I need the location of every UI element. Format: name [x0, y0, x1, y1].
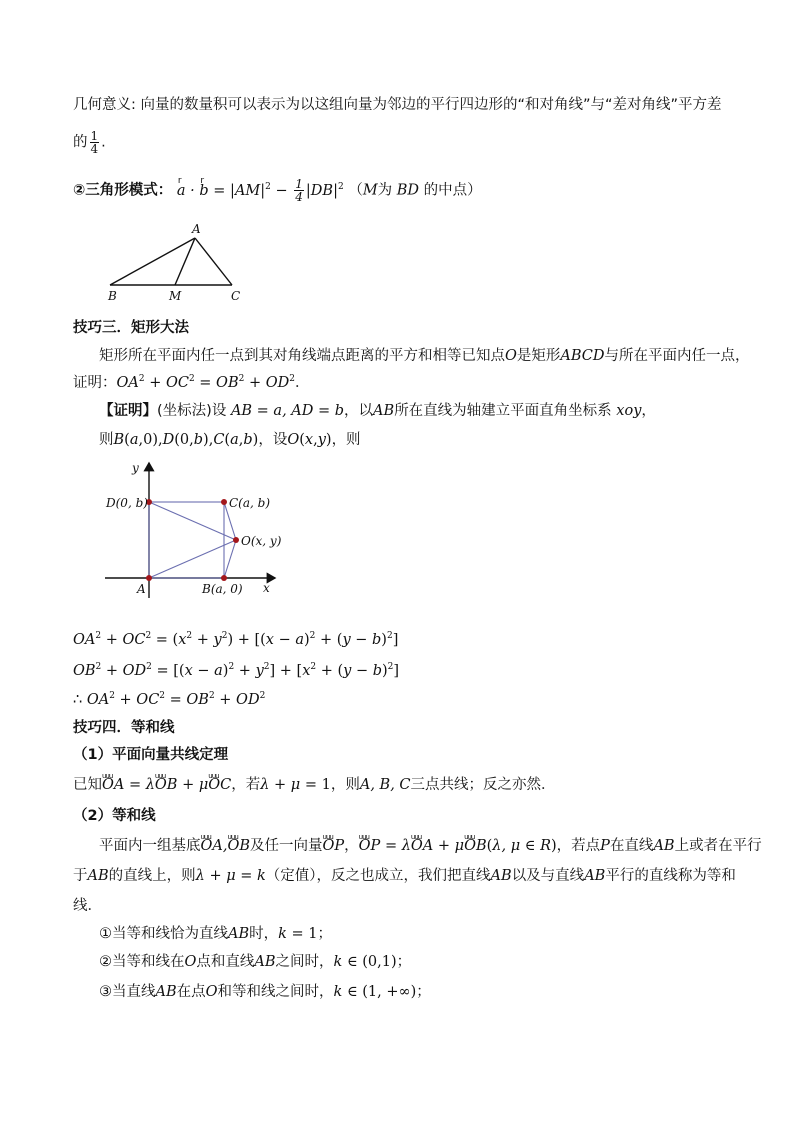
triangle-formula: r a · r $b = |AM|^2$ − $\frac{1}{4}$ $|DB|^2$	[177, 183, 344, 199]
label-M: M	[169, 289, 182, 303]
triangle-mode-line: ②三角形模式： r a · r $b = |AM|^2$ − $\frac{1}{4}$ $|DB|^2$ （M为 BD 的中点）	[73, 178, 482, 203]
point-B	[221, 575, 227, 581]
equation-1: $OA^2 + OC^2 = (x^2 + y^2) + [(x - a)^2 + (y - b)^2]$	[73, 631, 399, 648]
svg-text:y: y	[132, 461, 139, 475]
geometric-meaning-line-2: 的 $\frac{1}{4}$ .	[73, 129, 106, 156]
case-2: ②当等和线在O点和直线AB之间时，k ∈ (0,1)；	[99, 954, 412, 970]
svg-text:C(a, b): C(a, b)	[229, 496, 271, 510]
geometric-meaning-line: 几何意义: 向量的数量积可以表示为以这组向量为邻边的平行四边形的“和对角线”与“差对角线”平方差	[73, 97, 722, 113]
fraction-one-quarter: $\frac{1}{4}$	[90, 129, 99, 156]
label-B: B	[108, 289, 117, 303]
rectangle-coordinate-diagram	[100, 455, 290, 605]
tip4-section-2: （2）等和线	[73, 808, 156, 824]
svg-text:x: x	[263, 581, 270, 595]
tip3-text-1: 矩形所在平面内任一点到其对角线端点距离的平方和相等已知点O是矩形ABCD与所在平面内任一点，	[99, 348, 750, 364]
point-A	[146, 575, 152, 581]
equal-sum-line-2: 于AB的直线上，则λ + μ = k（定值），反之也成立，我们把直线AB以及与直线AB平行的直线称为等和	[73, 868, 736, 884]
point-O	[233, 537, 239, 543]
tip3-text-2: 证明：$OA^2 + OC^2 = OB^2 + OD^2$．	[73, 374, 310, 391]
tip4-section-1: （1）平面向量共线定理	[73, 747, 229, 763]
tip3-title: 技巧三．矩形大法	[73, 320, 189, 336]
equation-2: $OB^2 + OD^2 = [(x - a)^2 + y^2] + [x^2 + (y - b)^2]$	[73, 662, 400, 679]
tip4-title: 技巧四．等和线	[73, 720, 175, 736]
case-1: ①当等和线恰为直线AB时，k = 1；	[99, 926, 333, 942]
coordinates-line: 则B(a,0),D(0,b),C(a,b)，设O(x,y)，则	[99, 432, 361, 448]
rectangle-ABCD	[149, 502, 224, 578]
svg-text:B(a, 0): B(a, 0)	[202, 582, 243, 596]
label-A: A	[192, 222, 201, 236]
svg-text:A: A	[137, 582, 146, 596]
proof-line: 【证明】(坐标法)设 AB = a, AD = b，以AB所在直线为轴建立平面直角坐标系 xoy，	[99, 403, 656, 419]
case-3: ③当直线AB在点O和等和线之间时，k ∈ (1, +∞)；	[99, 984, 431, 1000]
svg-text:O(x, y): O(x, y)	[241, 534, 282, 548]
equation-3: ∴ $OA^2 + OC^2 = OB^2 + OD^2$	[73, 691, 266, 708]
equal-sum-line-1: 平面内一组基底uuu OA,uuu OB及任一向量uuu OP，uuu OP = λuuu OA + μuuu OB(λ, μ ∈ R)，若点P在直线AB上或者在平行	[99, 836, 762, 856]
collinear-theorem-line: 已知uuu OA = λuuu OB + μuuu OC，若λ + μ = 1，则A, B, C三点共线；反之亦然．	[73, 775, 556, 795]
equal-sum-line-3: 线．	[73, 898, 102, 914]
svg-text:D(0, b): D(0, b)	[106, 496, 148, 510]
point-C	[221, 499, 227, 505]
triangle-diagram	[100, 220, 260, 310]
label-C: C	[231, 289, 241, 303]
